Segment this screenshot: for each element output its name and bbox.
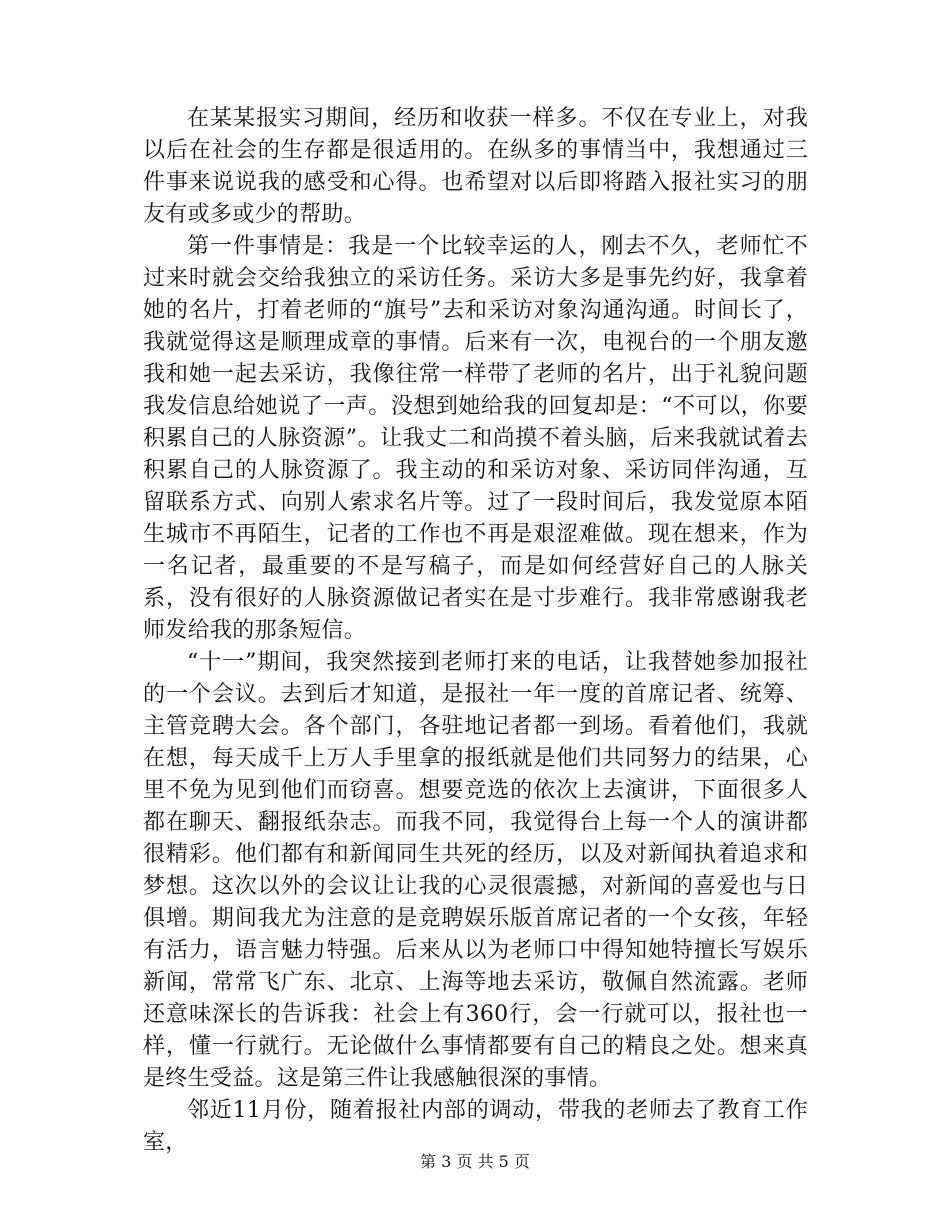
paragraph-2: 第一件事情是：我是一个比较幸运的人，刚去不久，老师忙不过来时就会交给我独立的采访任务。采访大多是事先约好，我拿着她的名片，打着老师的“旗号”去和采访对象沟通沟通。时间长了，我就觉得这是顺理成章的事情。后来有一次，电视台的一个朋友邀我和她一起去采访，我像往常一样带了老师的名片，出于礼貌问题我发信息给她说了一声。没想到她给我的回复却是：“不可以，你要积累自己的人脉资源”。让我丈二和尚摸不着头脑，后来我就试着去积累自己的人脉资源了。我主动的和采访对象、采访同伴沟通，互留联系方式、向别人索求名片等。过了一段时间后，我发觉原本陌生城市不再陌生，记者的工作也不再是艰涩难做。现在想来，作为一名记者，最重要的不是写稿子，而是如何经营好自己的人脉关系，没有很好的人脉资源做记者实在是寸步难行。我非常感谢我老师发给我的那条短信。 [143,234,808,643]
page-footer: 第 3 页 共 5 页 [420,1152,530,1171]
paragraph-3: “十一”期间，我突然接到老师打来的电话，让我替她参加报社的一个会议。去到后才知道，是报社一年一度的首席记者、统筹、主管竞聘大会。各个部门，各驻地记者都一到场。看着他们，我就在想，每天成千上万人手里拿的报纸就是他们共同努力的结果，心里不免为见到他们而窃喜。想要竞选的依次上去演讲，下面很多人都在聊天、翻报纸杂志。而我不同，我觉得台上每一个人的演讲都很精彩。他们都有和新闻同生共死的经历，以及对新闻执着追求和梦想。这次以外的会议让让我的心灵很震撼，对新闻的喜爱也与日俱增。期间我尤为注意的是竞聘娱乐版首席记者的一个女孩，年轻有活力，语言魅力特强。后来从以为老师口中得知她特擅长写娱乐新闻，常常飞广东、北京、上海等地去采访，敬佩自然流露。老师还意味深长的告诉我：社会上有360行，会一行就可以，报社也一样，懂一行就行。无论做什么事情都要有自己的精良之处。想来真是终生受益。这是第三件让我感触很深的事情。 [143,650,808,1091]
paragraph-4: 邻近11月份，随着报社内部的调动，带我的老师去了教育工作室， [143,1098,808,1155]
body-text [143,103,808,1159]
paragraph-1: 在某某报实习期间，经历和收获一样多。不仅在专业上，对我以后在社会的生存都是很适用的。在纵多的事情当中，我想通过三件事来说说我的感受和心得。也希望对以后即将踏入报社实习的朋友有或多或少的帮助。 [143,106,808,227]
